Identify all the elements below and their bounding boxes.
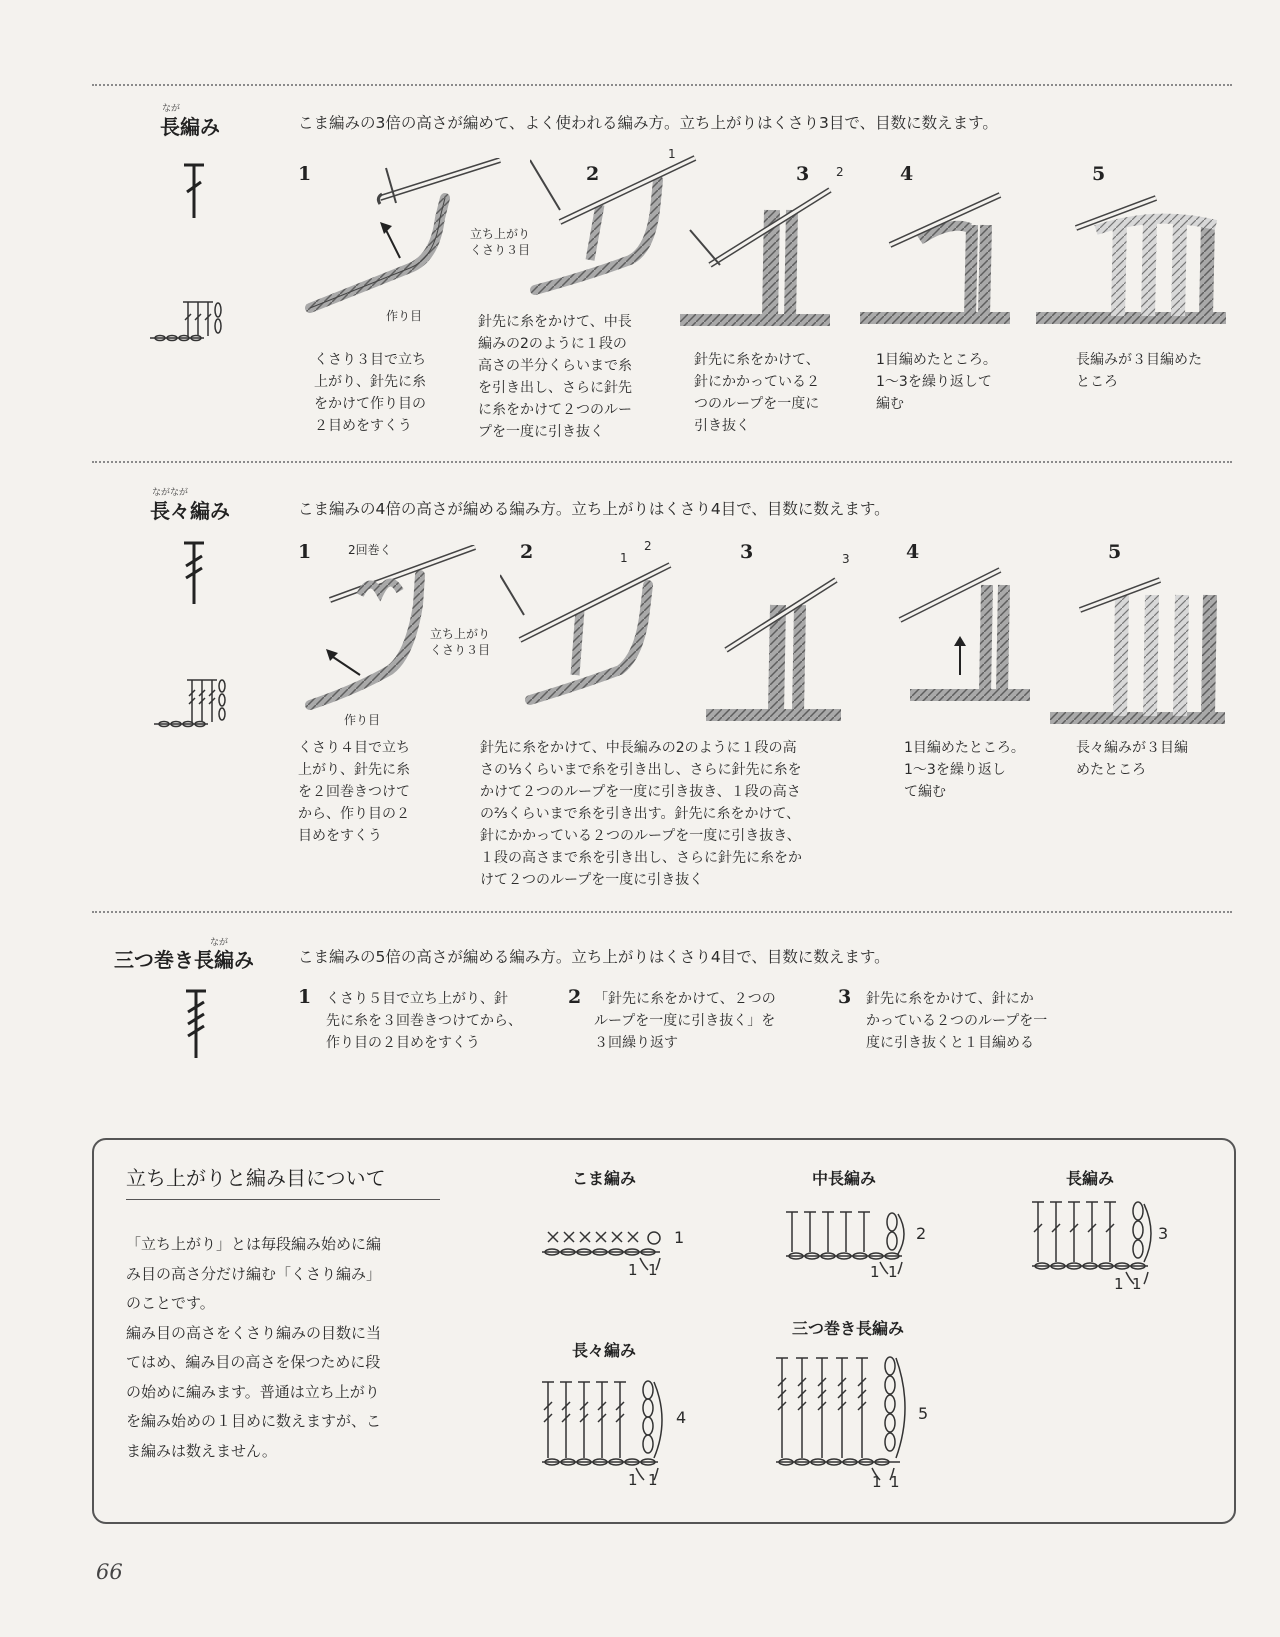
chart-dtr-mark-a: 1 [872,1473,882,1491]
dc-title: 長編み [160,115,220,139]
dc-step-4-illustration [860,180,1020,330]
dtr-step-3-num: 3 [838,986,852,1008]
chart-dc-mark-a: 1 [1114,1275,1124,1293]
dc-step-5-caption: 長編みが３目編めた ところ [1076,352,1202,390]
tr-step-5-num: 5 [1108,541,1122,563]
dtr-intro: こま編みの5倍の高さが編める編み方。立ち上がりはくさり4目で、目数に数えます。 [298,948,890,966]
chart-title-dtr: 三つ巻き長編み [792,1319,905,1338]
dc-intro: こま編みの3倍の高さが編めて、よく使われる編み方。立ち上がりはくさり3目で、目数に数えます。 [298,114,998,132]
page-number: 66 [96,1560,123,1584]
dc-label-2: 2 [836,165,844,179]
dc-step-2-caption: 針先に糸をかけて、中長 編みの2のように１段の 高さの半分くらいまで糸 を引き出し、さらに針先 に糸をかけて２つのルー プを一度に引き抜く [478,314,632,440]
tr-ruby: ながなが [152,488,189,498]
dc-label-tachiagari: 立ち上がり くさり３目 [470,227,531,257]
info-box-text: 「立ち上がり」とは毎段編み始めに編 み目の高さ分だけ編む「くさり編み」 のことです。 編み目の高さをくさり編みの目数に当 てはめ、編み目の高さを保つために段 の始めに編みます。普通は立ち上がり を編み始めの１目めに数えますが、こ ま編みは数えません。 [126,1235,382,1460]
tr-step-5-caption: 長々編みが３目編 めたところ [1076,740,1188,778]
dtr-step-1-num: 1 [298,986,312,1008]
tr-label-2: 2 [644,539,652,553]
tr-step-2-illustration [500,555,680,715]
chart-dtr-diagram [774,1352,934,1486]
tr-title: 長々編み [150,499,230,523]
dc-step-4-caption: 1目編めたところ。 1～3を繰り返して 編む [876,352,997,412]
chart-hdc-count: 2 [916,1224,927,1243]
chart-dtr-mark-b: 1 [890,1473,900,1491]
dc-ruby: なが [162,104,181,114]
dc-step-3-caption: 針先に糸をかけて、 針にかかっている２ つのループを一度に 引き抜く [694,352,820,434]
tr-step-2-num: 2 [520,541,534,563]
dc-step-1-num: 1 [298,163,312,185]
dtr-ruby: なが [210,938,229,948]
divider-1 [92,84,1232,86]
chart-hdc-mark-b: 1 [888,1263,898,1281]
tr-intro: こま編みの4倍の高さが編める編み方。立ち上がりはくさり4目で、目数に数えます。 [298,500,890,518]
chart-title-tr: 長々編み [572,1341,637,1360]
chart-sc-mark-a: 1 [628,1261,638,1279]
dc-mini-chart-icon [148,296,238,344]
chart-sc-diagram [540,1226,690,1286]
dc-step-3-illustration [680,170,850,330]
chart-dc-mark-b: 1 [1132,1275,1142,1293]
tr-step-4-illustration [880,560,1040,710]
tr-step-3-num: 3 [740,541,754,563]
dtr-symbol-icon [182,986,212,1060]
chart-sc-count: 1 [674,1228,685,1247]
tr-symbol-icon [180,538,210,606]
dc-label-1: 1 [668,147,676,161]
tr-step-5-illustration [1050,560,1230,730]
dtr-step-2-caption: 「針先に糸をかけて、２つの ループを一度に引き抜く」を ３回繰り返す [594,991,776,1051]
dc-step-3-num: 3 [796,163,810,185]
chart-title-hdc: 中長編み [812,1169,877,1188]
tr-label-1: 1 [620,551,628,565]
dc-step-5-num: 5 [1092,163,1106,185]
chart-title-sc: こま編み [572,1169,637,1188]
dc-step-5-illustration [1036,180,1226,330]
tr-step-1-caption: くさり４目で立ち 上がり、針先に糸 を２回巻きつけて から、作り目の２ 目めをすくう [298,740,410,844]
info-box-title: 立ち上がりと編み目について [126,1166,386,1190]
dc-step-2-num: 2 [586,163,600,185]
tr-label-3: 3 [842,552,850,566]
chart-sc-mark-b: 1 [648,1261,658,1279]
chart-tr-mark-a: 1 [628,1471,638,1489]
tr-step-2-caption: 針先に糸をかけて、中長編みの2のように１段の高 さの⅓くらいまで糸を引き出し、さらに針先に糸を かけて２つのループを一度に引き抜き、１段の高さ の⅔くらいまで糸を引き出す。針先に糸をかけて、 針にかかっている２つのループを一度に引き抜き、 １段の高さまで糸を引き出し、さらに針先に糸をか けて２つのループを一度に引き抜く [480,740,802,888]
divider-2 [92,461,1232,463]
chart-tr-diagram [540,1376,690,1489]
dtr-step-1-caption: くさり５目で立ち上がり、針 先に糸を３回巻きつけてから、 作り目の２目めをすくう [326,991,522,1051]
chart-hdc-diagram [784,1206,934,1286]
dc-step-4-num: 4 [900,163,914,185]
tr-step-4-caption: 1目編めたところ。 1～3を繰り返し て編む [904,740,1025,800]
tr-step-1-num: 1 [298,541,312,563]
chart-title-dc: 長編み [1066,1169,1115,1188]
tr-label-tachiagari: 立ち上がり くさり３目 [430,627,491,657]
dc-step-2-illustration [530,150,700,300]
tr-step-4-num: 4 [906,541,920,563]
dc-label-tsukurime: 作り目 [386,309,423,323]
chart-hdc-mark-a: 1 [870,1263,880,1281]
dtr-title-a: 三つ巻き [114,948,194,972]
dc-symbol-icon [180,160,210,220]
dc-step-1-caption: くさり３目で立ち 上がり、針先に糸 をかけて作り目の ２目めをすくう [314,352,426,434]
dtr-title [114,944,254,973]
chart-dc-count: 3 [1158,1224,1169,1243]
chart-dtr-count: 5 [918,1404,929,1423]
tr-mini-chart-icon [152,674,242,730]
dtr-step-2-num: 2 [568,986,582,1008]
chart-tr-count: 4 [676,1408,687,1427]
divider-3 [92,911,1232,913]
chart-tr-mark-b: 1 [648,1471,658,1489]
tr-step-3-illustration [706,565,856,725]
info-box-rule [126,1199,440,1200]
tr-label-nikai: 2回巻く [348,543,392,557]
dtr-title-b: 長編み [194,948,254,972]
chart-dc-diagram [1030,1196,1180,1296]
tr-label-tsukurime: 作り目 [344,713,381,727]
dtr-step-3-caption: 針先に糸をかけて、針にか かっている２つのループを一 度に引き抜くと１目編める [866,991,1048,1051]
